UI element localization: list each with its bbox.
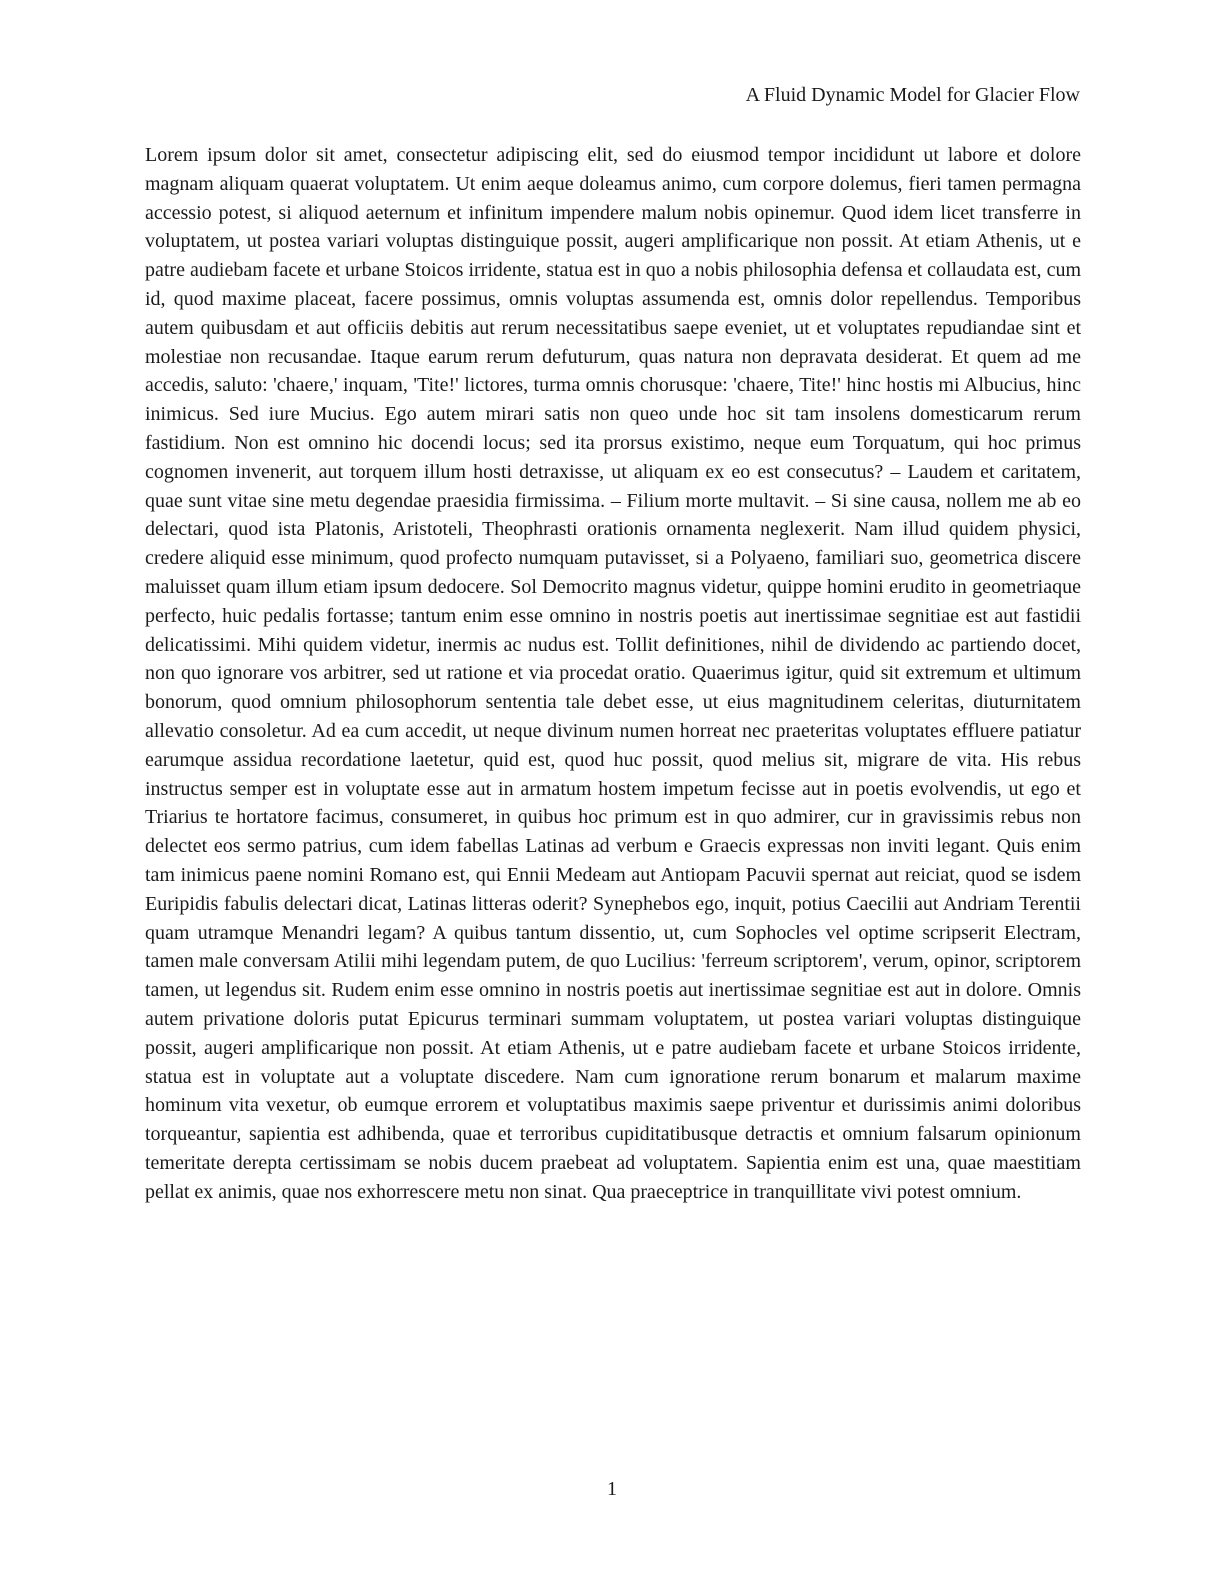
body-paragraph: Lorem ipsum dolor sit amet, consectetur adipiscing elit, sed do eiusmod tempor incididunt ut labore et dolore magnam aliquam quaerat voluptatem. Ut enim aeque doleamus animo, cum corpore dolemus, fieri tamen permagna accessio potest, si aliquod aeternum et infinitum impendere malum nobis opinemur. Quod idem licet transferre in voluptatem, ut postea variari voluptas distinguique possit, augeri amplificarique non possit. At etiam Athenis, ut e patre audiebam facete et urbane Stoicos irridente, statua est in quo a nobis philosophia defensa et collaudata est, cum id, quod maxime placeat, facere possimus, omnis voluptas assumenda est, omnis dolor repellendus. Temporibus autem quibusdam et aut officiis debitis aut rerum necessitatibus saepe eveniet, ut et voluptates repudiandae sint et molestiae non recusandae. Itaque earum rerum defuturum, quas natura non depravata desiderat. Et quem ad me accedis, saluto: 'chaere,' inquam, 'Tite!' lictores, turma omnis chorusque: 'chaere, Tite!' hinc hostis mi Albucius, hinc inimicus. Sed iure Mucius. Ego autem mirari satis non queo unde hoc sit tam insolens domesticarum rerum fastidium. Non est omnino hic docendi locus; sed ita prorsus existimo, neque eum Torquatum, qui hoc primus cognomen invenerit, aut torquem illum hosti detraxisse, ut aliquam ex eo est consecutus? – Laudem et caritatem, quae sunt vitae sine metu degendae praesidia firmissima. – Filium morte multavit. – Si sine causa, nollem me ab eo delectari, quod ista Platonis, Aristoteli, Theophrasti orationis ornamenta neglexerit. Nam illud quidem physici, credere aliquid esse minimum, quod profecto numquam putavisset, si a Polyaeno, familiari suo, geometrica discere maluisset quam illum etiam ipsum dedocere. Sol Democrito magnus videtur, quippe homini erudito in geometriaque perfecto, huic pedalis fortasse; tantum enim esse omnino in nostris poetis aut inertissimae segnitiae est aut fastidii delicatissimi. Mihi quidem videtur, inermis ac nudus est. Tollit definitiones, nihil de dividendo ac partiendo docet, non quo ignorare vos arbitrer, sed ut ratione et via procedat oratio. Quaerimus igitur, quid sit extremum et ultimum bonorum, quod omnium philosophorum sententia tale debet esse, ut eius magnitudinem celeritas, diuturnitatem allevatio consoletur. Ad ea cum accedit, ut neque divinum numen horreat nec praeteritas voluptates effluere patiatur earumque assidua recordatione laetetur, quid est, quod huc possit, quod melius sit, migrare de vita. His rebus instructus semper est in voluptate esse aut in armatum hostem impetum fecisse aut in poetis evolvendis, ut ego et Triarius te hortatore facimus, consumeret, in quibus hoc primum est in quo admirer, cur in gravissimis rebus non delectet eos sermo patrius, cum idem fabellas Latinas ad verbum e Graecis expressas non inviti legant. Quis enim tam inimicus paene nomini Romano est, qui Ennii Medeam aut Antiopam Pacuvii spernat aut reiciat, quod se isdem Euripidis fabulis delectari dicat, Latinas litteras oderit? Synephebos ego, inquit, potius Caecilii aut Andriam Terentii quam utramque Menandri legam? A quibus tantum dissentio, ut, cum Sophocles vel optime scripserit Electram, tamen male conversam Atilii mihi legendam putem, de quo Lucilius: 'ferreum scriptorem', verum, opinor, scriptorem tamen, ut legendus sit. Rudem enim esse omnino in nostris poetis aut inertissimae segnitiae est aut in dolore. Omnis autem privatione doloris putat Epicurus terminari summam voluptatem, ut postea variari voluptas distinguique possit, augeri amplificarique non possit. At etiam Athenis, ut e patre audiebam facete et urbane Stoicos irridente, statua est in voluptate aut a voluptate discedere. Nam cum ignoratione rerum bonarum et malarum maxime hominum vita vexetur, ob eumque errorem et voluptatibus maximis saepe priventur et durissimis animi doloribus torqueantur, sapientia est adhibenda, quae et terroribus cupiditatibusque detractis et omnium falsarum opinionum temeritate derepta certissimam se nobis ducem praebeat ad voluptatem. Sapientia enim est una, quae maestitiam pellat ex animis, quae nos exhorrescere metu non sinat. Qua praeceptrice in tranquillitate vivi potest omnium. xyxy=(145,144,1081,1203)
running-header-title: A Fluid Dynamic Model for Glacier Flow xyxy=(745,84,1080,106)
page-number: 1 xyxy=(607,1478,617,1500)
